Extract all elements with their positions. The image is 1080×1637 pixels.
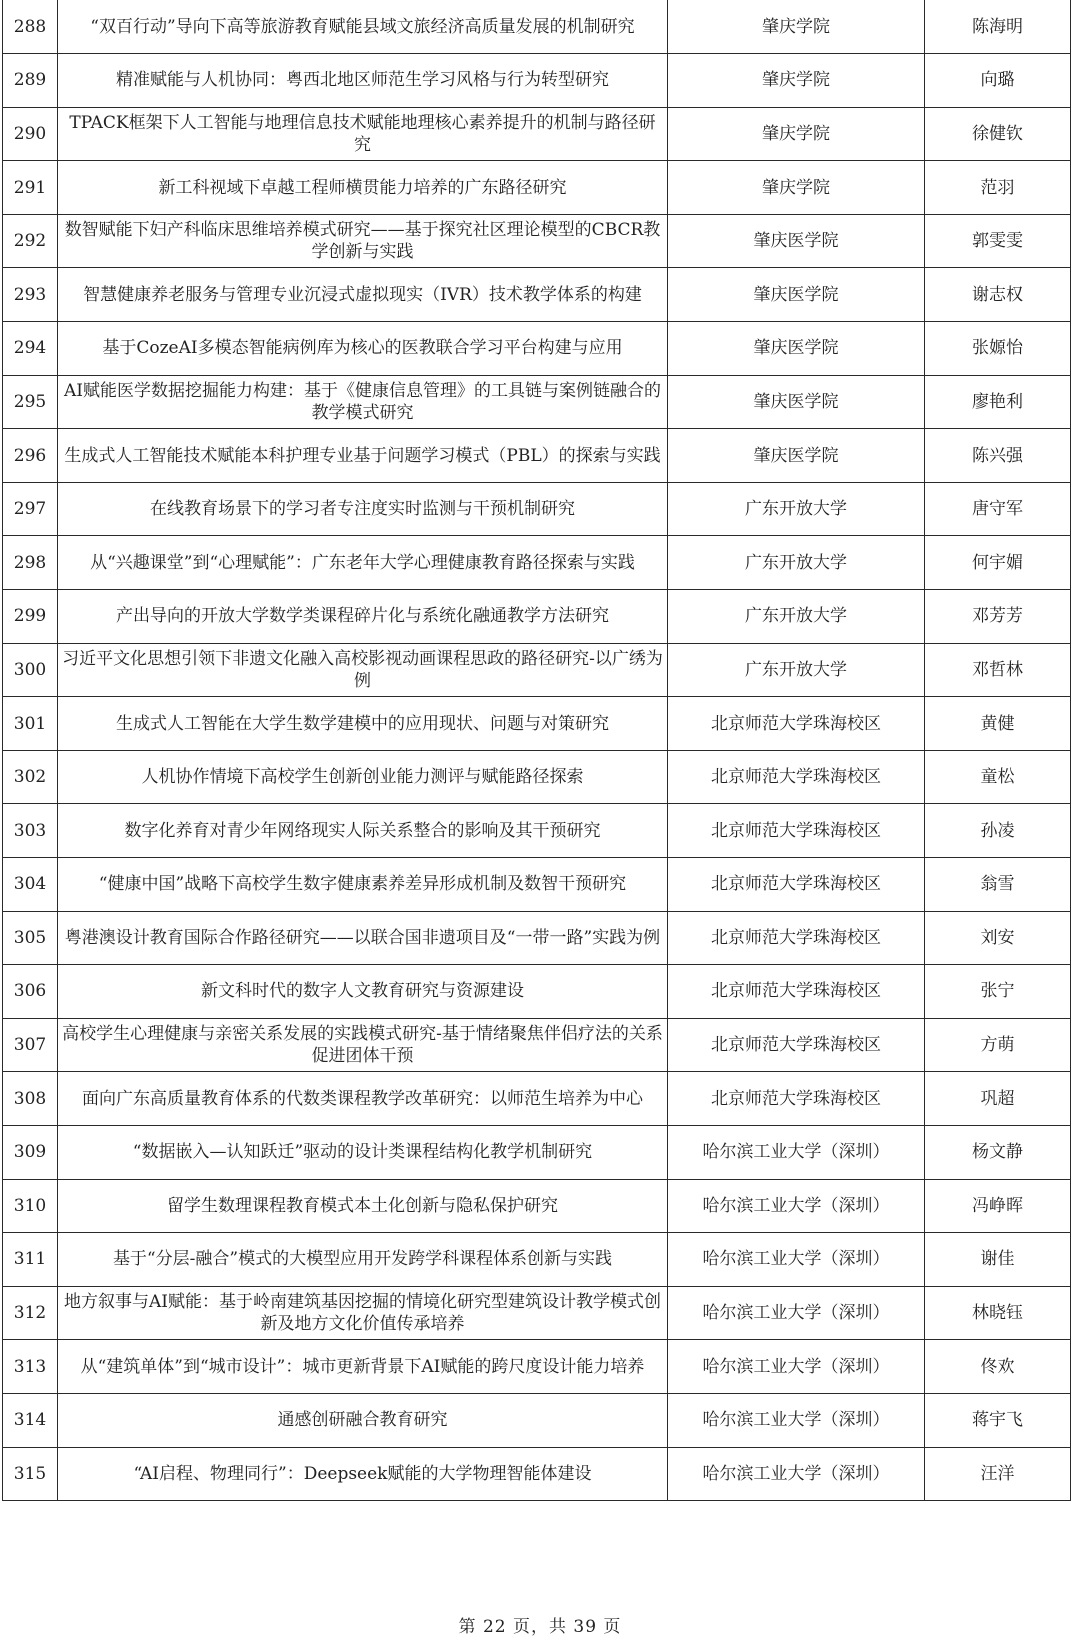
project-title: 精准赋能与人机协同：粤西北地区师范生学习风格与行为转型研究 [58, 54, 668, 108]
table-row [3, 1286, 1071, 1340]
table-row [3, 1179, 1071, 1233]
project-table-body [3, 0, 1071, 1501]
project-title: 数字化养育对青少年网络现实人际关系整合的影响及其干预研究 [58, 804, 668, 858]
project-title: 高校学生心理健康与亲密关系发展的实践模式研究-基于情绪聚焦伴侣疗法的关系促进团体干预 [58, 1018, 668, 1072]
project-title: 数智赋能下妇产科临床思维培养模式研究——基于探究社区理论模型的CBCR教学创新与实践 [58, 214, 668, 268]
institution-name: 肇庆医学院 [668, 322, 925, 376]
institution-name: 哈尔滨工业大学（深圳） [668, 1286, 925, 1340]
project-title: 从“建筑单体”到“城市设计”：城市更新背景下AI赋能的跨尺度设计能力培养 [58, 1340, 668, 1394]
table-row [3, 1072, 1071, 1126]
institution-name: 肇庆医学院 [668, 268, 925, 322]
project-leader: 廖艳利 [925, 375, 1071, 429]
project-number: 292 [3, 214, 58, 268]
project-leader: 冯峥晖 [925, 1179, 1071, 1233]
project-title: 新工科视域下卓越工程师横贯能力培养的广东路径研究 [58, 161, 668, 215]
table-row [3, 1393, 1071, 1447]
project-number: 298 [3, 536, 58, 590]
institution-name: 广东开放大学 [668, 590, 925, 644]
project-leader: 张宁 [925, 965, 1071, 1019]
project-title: “AI启程、物理同行”：Deepseek赋能的大学物理智能体建设 [58, 1447, 668, 1501]
project-number: 311 [3, 1233, 58, 1287]
table-row [3, 429, 1071, 483]
table-row [3, 1018, 1071, 1072]
project-title: “双百行动”导向下高等旅游教育赋能县域文旅经济高质量发展的机制研究 [58, 0, 668, 54]
project-number: 313 [3, 1340, 58, 1394]
institution-name: 北京师范大学珠海校区 [668, 750, 925, 804]
institution-name: 广东开放大学 [668, 536, 925, 590]
project-title: TPACK框架下人工智能与地理信息技术赋能地理核心素养提升的机制与路径研究 [58, 107, 668, 161]
institution-name: 北京师范大学珠海校区 [668, 858, 925, 912]
project-leader: 黄健 [925, 697, 1071, 751]
table-row [3, 590, 1071, 644]
project-title: 生成式人工智能技术赋能本科护理专业基于问题学习模式（PBL）的探索与实践 [58, 429, 668, 483]
project-title: 粤港澳设计教育国际合作路径研究——以联合国非遗项目及“一带一路”实践为例 [58, 911, 668, 965]
project-title: 人机协作情境下高校学生创新创业能力测评与赋能路径探索 [58, 750, 668, 804]
project-number: 310 [3, 1179, 58, 1233]
table-row [3, 643, 1071, 697]
institution-name: 广东开放大学 [668, 482, 925, 536]
project-number: 315 [3, 1447, 58, 1501]
institution-name: 北京师范大学珠海校区 [668, 697, 925, 751]
project-title: 基于“分层-融合”模式的大模型应用开发跨学科课程体系创新与实践 [58, 1233, 668, 1287]
project-title: 习近平文化思想引领下非遗文化融入高校影视动画课程思政的路径研究-以广绣为例 [58, 643, 668, 697]
project-leader: 范羽 [925, 161, 1071, 215]
institution-name: 北京师范大学珠海校区 [668, 1018, 925, 1072]
project-title: 面向广东高质量教育体系的代数类课程教学改革研究：以师范生培养为中心 [58, 1072, 668, 1126]
institution-name: 广东开放大学 [668, 643, 925, 697]
table-row [3, 161, 1071, 215]
project-leader: 汪洋 [925, 1447, 1071, 1501]
project-number: 295 [3, 375, 58, 429]
project-leader: 翁雪 [925, 858, 1071, 912]
project-leader: 邓芳芳 [925, 590, 1071, 644]
project-leader: 蒋宇飞 [925, 1393, 1071, 1447]
project-number: 308 [3, 1072, 58, 1126]
project-title: 留学生数理课程教育模式本土化创新与隐私保护研究 [58, 1179, 668, 1233]
table-row [3, 1125, 1071, 1179]
table-row [3, 911, 1071, 965]
project-leader: 方萌 [925, 1018, 1071, 1072]
project-title: 通感创研融合教育研究 [58, 1393, 668, 1447]
project-title: 智慧健康养老服务与管理专业沉浸式虚拟现实（IVR）技术教学体系的构建 [58, 268, 668, 322]
project-leader: 何宇媚 [925, 536, 1071, 590]
table-row [3, 54, 1071, 108]
institution-name: 哈尔滨工业大学（深圳） [668, 1340, 925, 1394]
institution-name: 北京师范大学珠海校区 [668, 911, 925, 965]
table-row [3, 214, 1071, 268]
table-row [3, 804, 1071, 858]
institution-name: 北京师范大学珠海校区 [668, 965, 925, 1019]
project-title: 从“兴趣课堂”到“心理赋能”：广东老年大学心理健康教育路径探索与实践 [58, 536, 668, 590]
project-number: 309 [3, 1125, 58, 1179]
project-leader: 童松 [925, 750, 1071, 804]
page-number: 第 22 页，共 39 页 [458, 1617, 622, 1637]
table-row [3, 697, 1071, 751]
project-title: 基于CozeAI多模态智能病例库为核心的医教联合学习平台构建与应用 [58, 322, 668, 376]
project-title: AI赋能医学数据挖掘能力构建：基于《健康信息管理》的工具链与案例链融合的教学模式研究 [58, 375, 668, 429]
project-leader: 陈海明 [925, 0, 1071, 54]
project-title: “数据嵌入—认知跃迁”驱动的设计类课程结构化教学机制研究 [58, 1125, 668, 1179]
project-number: 301 [3, 697, 58, 751]
table-row [3, 1340, 1071, 1394]
project-leader: 谢志权 [925, 268, 1071, 322]
project-number: 296 [3, 429, 58, 483]
project-table [2, 0, 1071, 1501]
table-row [3, 536, 1071, 590]
table-row [3, 107, 1071, 161]
project-title: 地方叙事与AI赋能：基于岭南建筑基因挖掘的情境化研究型建筑设计教学模式创新及地方文化价值传承培养 [58, 1286, 668, 1340]
institution-name: 肇庆医学院 [668, 214, 925, 268]
project-number: 314 [3, 1393, 58, 1447]
project-leader: 谢佳 [925, 1233, 1071, 1287]
institution-name: 哈尔滨工业大学（深圳） [668, 1179, 925, 1233]
project-leader: 杨文静 [925, 1125, 1071, 1179]
project-number: 297 [3, 482, 58, 536]
project-leader: 巩超 [925, 1072, 1071, 1126]
project-number: 299 [3, 590, 58, 644]
project-leader: 林晓钰 [925, 1286, 1071, 1340]
project-leader: 徐健钦 [925, 107, 1071, 161]
project-leader: 孙凌 [925, 804, 1071, 858]
institution-name: 肇庆医学院 [668, 429, 925, 483]
table-row [3, 750, 1071, 804]
project-number: 293 [3, 268, 58, 322]
project-number: 312 [3, 1286, 58, 1340]
project-number: 289 [3, 54, 58, 108]
project-number: 294 [3, 322, 58, 376]
project-number: 290 [3, 107, 58, 161]
project-leader: 陈兴强 [925, 429, 1071, 483]
project-title: 新文科时代的数字人文教育研究与资源建设 [58, 965, 668, 1019]
project-leader: 唐守军 [925, 482, 1071, 536]
institution-name: 肇庆学院 [668, 0, 925, 54]
institution-name: 哈尔滨工业大学（深圳） [668, 1233, 925, 1287]
table-row [3, 965, 1071, 1019]
table-row [3, 375, 1071, 429]
table-row [3, 0, 1071, 54]
project-number: 307 [3, 1018, 58, 1072]
project-number: 306 [3, 965, 58, 1019]
institution-name: 肇庆学院 [668, 107, 925, 161]
table-row [3, 858, 1071, 912]
table-row [3, 482, 1071, 536]
institution-name: 哈尔滨工业大学（深圳） [668, 1447, 925, 1501]
project-leader: 佟欢 [925, 1340, 1071, 1394]
table-row [3, 1233, 1071, 1287]
institution-name: 肇庆学院 [668, 161, 925, 215]
project-number: 288 [3, 0, 58, 54]
institution-name: 肇庆学院 [668, 54, 925, 108]
project-number: 305 [3, 911, 58, 965]
institution-name: 北京师范大学珠海校区 [668, 804, 925, 858]
project-number: 302 [3, 750, 58, 804]
table-row [3, 268, 1071, 322]
table-row [3, 1447, 1071, 1501]
project-leader: 向璐 [925, 54, 1071, 108]
project-title: 产出导向的开放大学数学类课程碎片化与系统化融通教学方法研究 [58, 590, 668, 644]
project-number: 291 [3, 161, 58, 215]
project-title: 生成式人工智能在大学生数学建模中的应用现状、问题与对策研究 [58, 697, 668, 751]
project-title: “健康中国”战略下高校学生数字健康素养差异形成机制及数智干预研究 [58, 858, 668, 912]
project-number: 303 [3, 804, 58, 858]
institution-name: 哈尔滨工业大学（深圳） [668, 1393, 925, 1447]
project-title: 在线教育场景下的学习者专注度实时监测与干预机制研究 [58, 482, 668, 536]
institution-name: 肇庆医学院 [668, 375, 925, 429]
institution-name: 北京师范大学珠海校区 [668, 1072, 925, 1126]
project-leader: 张嫄怡 [925, 322, 1071, 376]
project-leader: 刘安 [925, 911, 1071, 965]
project-number: 304 [3, 858, 58, 912]
table-row [3, 322, 1071, 376]
institution-name: 哈尔滨工业大学（深圳） [668, 1125, 925, 1179]
project-leader: 邓哲林 [925, 643, 1071, 697]
project-leader: 郭雯雯 [925, 214, 1071, 268]
project-number: 300 [3, 643, 58, 697]
